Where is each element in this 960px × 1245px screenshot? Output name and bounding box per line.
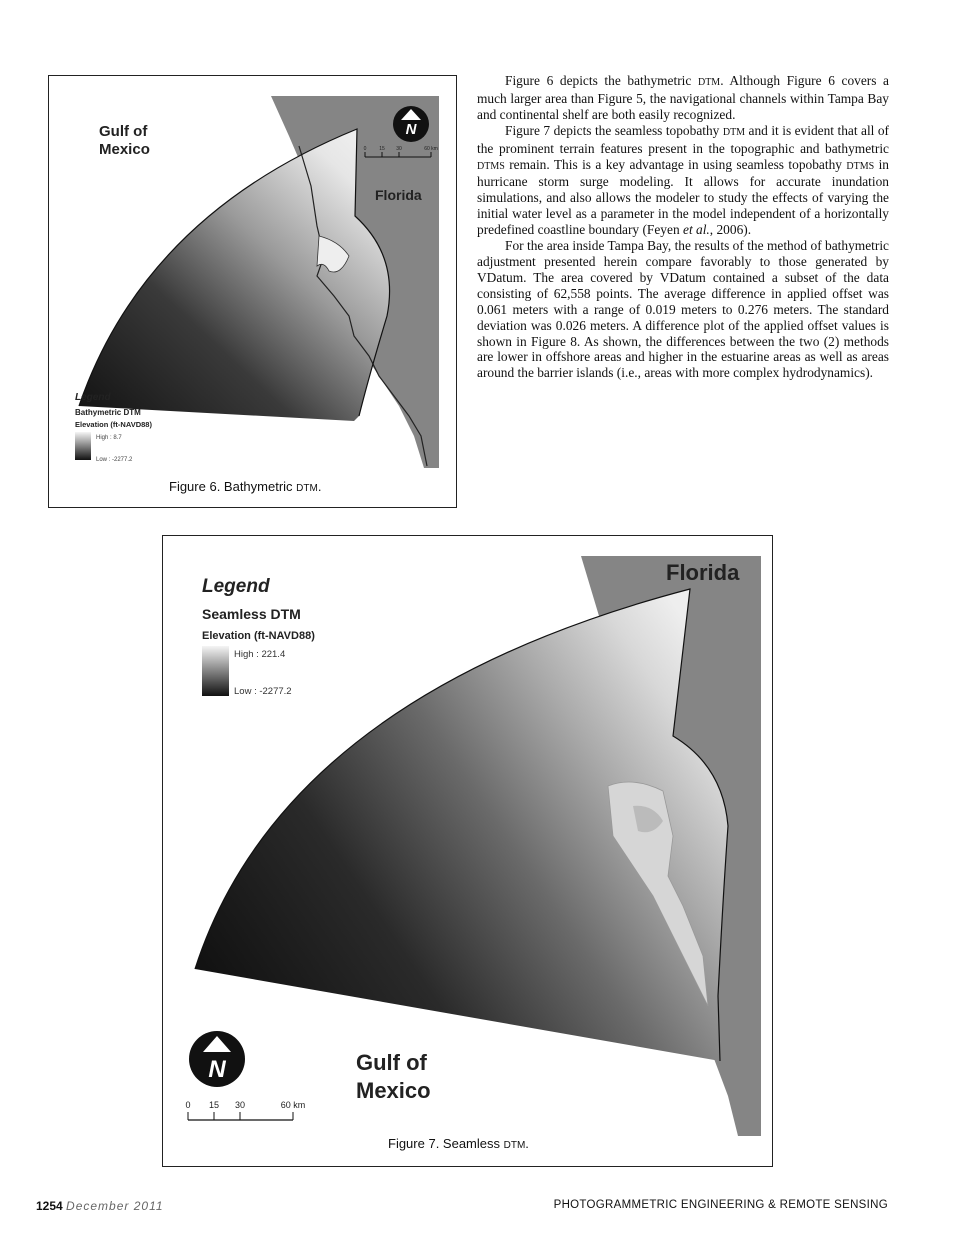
journal-name: PHOTOGRAMMETRIC ENGINEERING & REMOTE SENSING xyxy=(553,1199,888,1211)
scale-label-30: 30 xyxy=(396,146,402,152)
scale-label-60: 60 km xyxy=(280,1100,306,1110)
florida-label: Florida xyxy=(666,560,740,585)
scale-bar xyxy=(188,1112,293,1120)
paragraph-1 xyxy=(477,73,889,123)
figure-6-map-graphic xyxy=(49,76,458,509)
gulf-label-line1: Gulf of xyxy=(356,1050,427,1075)
issue-date: December 2011 xyxy=(66,1199,164,1213)
caption-text: Figure 7. Seamless xyxy=(388,1136,504,1151)
p2-text-e: , 2006). xyxy=(709,222,752,238)
caption-dtm: DTM xyxy=(296,483,318,494)
body-text-column xyxy=(477,73,889,381)
legend-low: Low : -2277.2 xyxy=(96,457,133,463)
legend-layer: Bathymetric DTM xyxy=(75,408,141,417)
legend-layer: Seamless DTM xyxy=(202,606,301,622)
legend-field: Elevation (ft-NAVD88) xyxy=(202,630,315,642)
page-number: 1254 xyxy=(36,1199,63,1213)
legend-title: Legend xyxy=(75,392,111,403)
scale-label-15: 15 xyxy=(379,146,385,152)
p2-text-c: remain. This is a key advantage in using seamless topobathy xyxy=(504,156,847,172)
p2-dtms-1: DTMS xyxy=(477,160,505,172)
paragraph-3: For the area inside Tampa Bay, the results of the method of bathymetric adjustment presented herein compare favorably to those generated by VDatum. The area covered by VDatum contained a subset of the data consisting of 62,558 points. The average difference in applied offset was 0.061 meters with a range of 0.019 meters to 0.276 meters. The standard deviation was 0.026 meters. A difference plot of the applied offset values is shown in Figure 8. As shown, the differences between the two (2) methods are lower in offshore areas and higher in the estuarine areas as well as areas around the barrier islands (i.e., areas with more complex hydrodynamics). xyxy=(477,238,889,381)
legend-low: Low : -2277.2 xyxy=(234,686,292,697)
north-arrow-letter: N xyxy=(208,1056,226,1083)
caption-period: . xyxy=(525,1136,529,1151)
p2-dtms-2: DTMS xyxy=(846,160,875,172)
gulf-label-line2: Mexico xyxy=(99,141,150,158)
caption-period: . xyxy=(317,479,322,494)
p1-text-a: Figure 6 depicts the bathymetric xyxy=(505,73,698,88)
scale-label-60: 60 km xyxy=(424,146,438,152)
scale-label-0: 0 xyxy=(185,1100,191,1110)
scale-label-0: 0 xyxy=(363,146,367,152)
north-arrow-letter: N xyxy=(405,121,417,138)
figure-7-seamless-map xyxy=(162,535,773,1167)
florida-label: Florida xyxy=(375,187,422,203)
legend-field: Elevation (ft-NAVD88) xyxy=(75,420,152,429)
p1-text-b: . Although Figure 6 covers a much larger area than Figure 5, the navigational channels within Tampa Bay and continental shelf are both easily recognized. xyxy=(477,73,890,122)
scale-label-30: 30 xyxy=(234,1100,246,1110)
legend-title: Legend xyxy=(202,576,270,597)
p2-text-d: in hurricane storm surge modeling. It allows for accurate inundation simulations, and also allows the modeler to study the effects of varying the initial water level as a parameter in the model independent of a horizontally predefined coastline boundary (Feyen xyxy=(477,156,889,238)
scale-label-15: 15 xyxy=(208,1100,220,1110)
p2-et-al: et al. xyxy=(683,222,710,238)
figure-6-caption xyxy=(169,479,321,494)
bathymetry-sector xyxy=(79,129,390,421)
caption-dtm: DTM xyxy=(503,1140,526,1151)
figure-6-bathymetric-map xyxy=(48,75,457,508)
gulf-label-line2: Mexico xyxy=(356,1078,431,1103)
legend-ramp xyxy=(202,646,229,696)
caption-text: Figure 6. Bathymetric xyxy=(169,479,297,494)
figure-7-map-graphic xyxy=(163,536,774,1168)
paragraph-2 xyxy=(477,123,889,238)
p2-dtm-1: DTM xyxy=(722,126,746,138)
legend-high: High : 221.4 xyxy=(234,649,286,660)
p2-text-b: and it is evident that all of the prominent terrain features present in the topographic and bathymetric xyxy=(477,122,890,156)
legend-high: High : 8.7 xyxy=(96,435,122,441)
page-footer-left xyxy=(36,1199,164,1213)
p1-dtm: DTM xyxy=(697,77,721,88)
figure-7-caption xyxy=(388,1136,529,1151)
gulf-label-line1: Gulf of xyxy=(99,123,148,140)
legend-ramp xyxy=(75,432,91,460)
p2-text-a: Figure 7 depicts the seamless topobathy xyxy=(505,122,723,138)
